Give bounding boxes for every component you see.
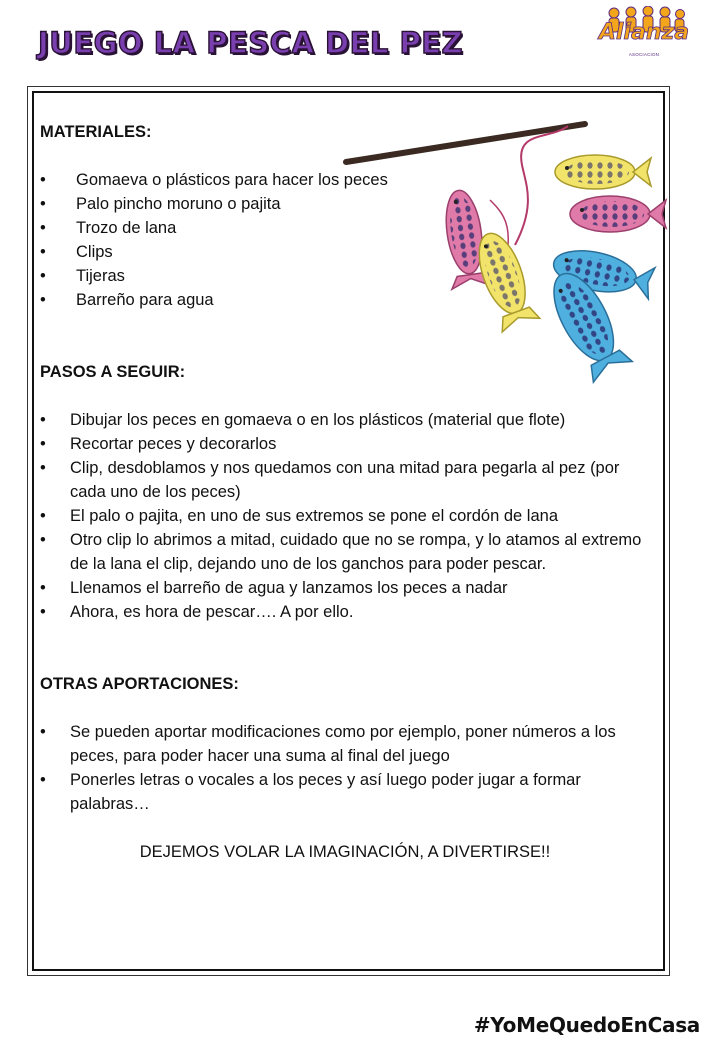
logo-tagline: ASOCIACION (628, 52, 660, 57)
list-item: • Ponerles letras o vocales a los peces y así luego poder jugar a formar palabras… (40, 771, 581, 813)
closing-message: DEJEMOS VOLAR LA IMAGINACIÓN, A DIVERTIRSE!! (139, 843, 551, 861)
others-list (40, 720, 650, 816)
page-title: JUEGO LA PESCA DEL PEZ (38, 26, 464, 60)
others-heading: OTRAS APORTACIONES: (40, 675, 239, 693)
steps-heading: PASOS A SEGUIR: (40, 363, 186, 381)
logo-wordmark: Alianza (598, 20, 690, 45)
alianza-logo (598, 6, 690, 72)
list-item: • Tijeras (40, 267, 125, 285)
hashtag-footer: #YoMeQuedoEnCasa (473, 1013, 700, 1037)
list-item: • Barreño para agua (40, 291, 214, 309)
list-item: • Gomaeva o plásticos para hacer los peces (40, 171, 388, 189)
list-item: • Ahora, es hora de pescar…. A por ello. (40, 603, 354, 621)
instructions-content (40, 120, 650, 864)
list-item: • Clips (40, 243, 113, 261)
list-item: • Clip, desdoblamos y nos quedamos con una mitad para pegarla al pez (por cada uno de los peces) (40, 459, 620, 501)
list-item: • Recortar peces y decorarlos (40, 435, 277, 453)
list-item: • Dibujar los peces en gomaeva o en los plásticos (material que flote) (40, 411, 566, 429)
list-item: • Trozo de lana (40, 219, 177, 237)
materials-list (40, 168, 650, 312)
list-item: • El palo o pajita, en uno de sus extremos se pone el cordón de lana (40, 507, 558, 525)
list-item: • Otro clip lo abrimos a mitad, cuidado que no se rompa, y lo atamos al extremo de la lana el clip, dejando uno de los ganchos para poder pescar. (40, 531, 642, 573)
list-item: • Llenamos el barreño de agua y lanzamos los peces a nadar (40, 579, 508, 597)
materials-heading: MATERIALES: (40, 123, 152, 141)
list-item: • Se pueden aportar modificaciones como por ejemplo, poner números a los peces, para poder hacer una suma al final del juego (40, 723, 616, 765)
steps-list (40, 408, 650, 624)
list-item: • Palo pincho moruno o pajita (40, 195, 281, 213)
